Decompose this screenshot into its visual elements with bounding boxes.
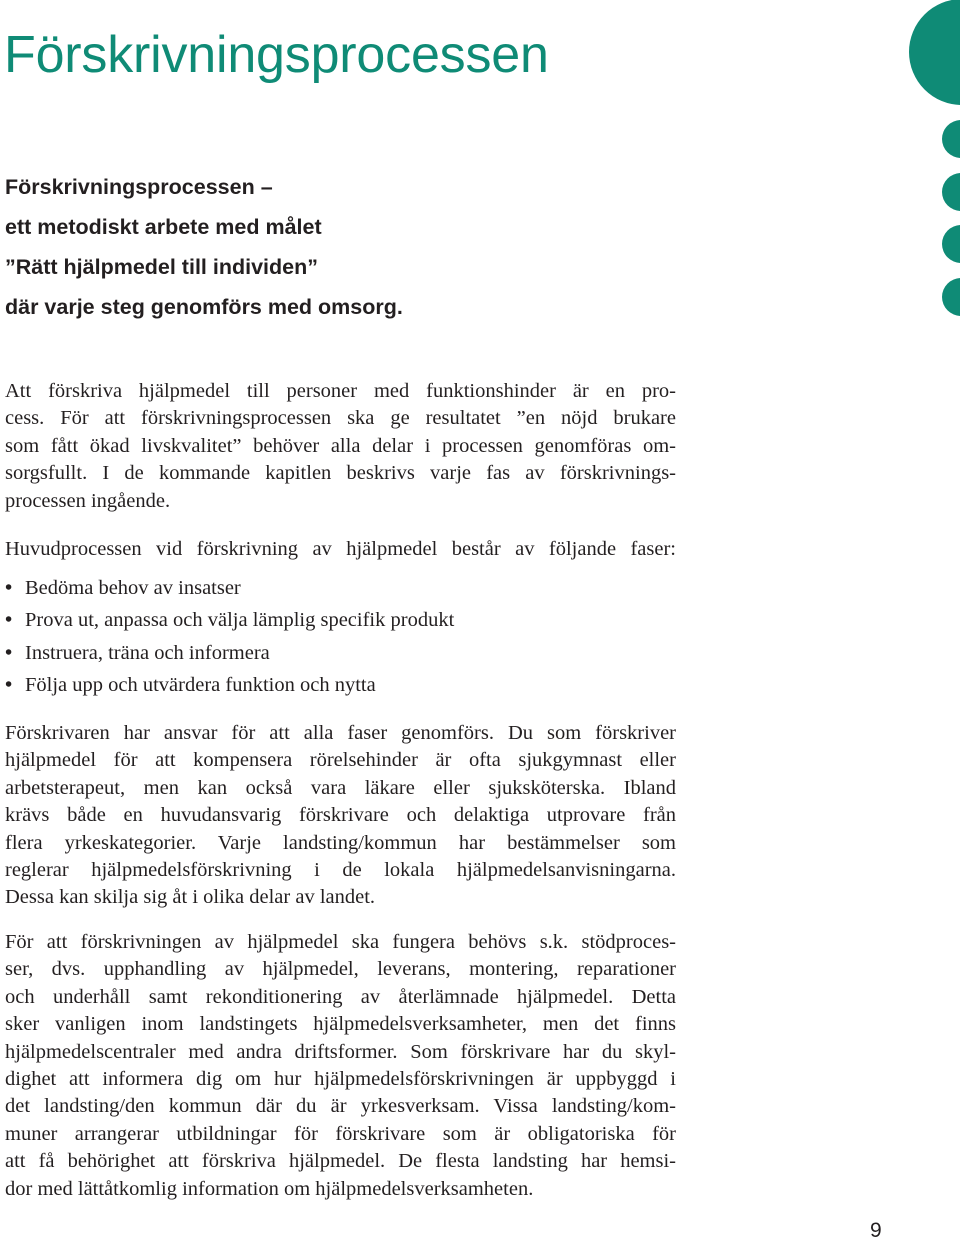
decorative-circle-small	[942, 278, 960, 316]
text-line: och underhåll samt rekonditionering av återlämnade hjälpmedel. Detta	[5, 985, 676, 1008]
text-line: ser, dvs. upphandling av hjälpmedel, leverans, montering, reparationer	[5, 958, 676, 981]
decorative-circle-small	[942, 173, 960, 211]
decorative-circle-small	[942, 225, 960, 263]
text-line: sker vanligen inom landstingets hjälpmedelsverksamheter, men det finns	[5, 1013, 676, 1036]
bullet-icon: •	[5, 674, 13, 697]
text-line: muner arrangerar utbildningar för förskrivare som är obligatoriska för	[5, 1122, 676, 1145]
text-line: Huvudprocessen vid förskrivning av hjälpmedel består av följande faser:	[5, 538, 676, 560]
phase-list-item	[5, 637, 676, 669]
text-line: hjälpmedel för att kompensera rörelsehinder är ofta sjukgymnast eller	[5, 749, 676, 772]
phase-list-item	[5, 669, 676, 701]
text-line: arbetsterapeut, men kan också vara läkare eller sjuksköterska. Ibland	[5, 776, 676, 799]
phase-list-item-text: Instruera, träna och informera	[25, 641, 270, 664]
text-line: krävs både en huvudansvarig förskrivare och delaktiga utprovare från	[5, 804, 676, 827]
text-line: För att förskrivningen av hjälpmedel ska fungera behövs s.k. stödproces-	[5, 931, 676, 953]
text-line: cess. För att förskrivningsprocessen ska ge resultatet ”en nöjd brukare	[5, 407, 676, 430]
intro-heading	[5, 167, 403, 327]
text-line: Att förskriva hjälpmedel till personer med funktionshinder är en pro-	[5, 380, 676, 402]
phase-list-item-text: Bedöma behov av insatser	[25, 577, 241, 599]
intro-heading-line: ett metodiskt arbete med målet	[5, 215, 322, 239]
text-line: dor med lättåtkomlig information om hjälpmedelsverksamheten.	[5, 1177, 534, 1200]
bullet-icon: •	[5, 609, 13, 632]
page-number: 9	[870, 1219, 882, 1241]
page-title: Förskrivningsprocessen	[4, 26, 549, 84]
bullet-icon: •	[5, 577, 13, 599]
intro-paragraph	[5, 378, 676, 515]
text-line: processen ingående.	[5, 489, 171, 512]
decorative-circle-small	[942, 120, 960, 158]
phase-list-item	[5, 604, 676, 636]
decorative-circles	[900, 0, 960, 320]
text-line: sorgsfullt. I de kommande kapitlen beskrivs varje fas av förskrivnings-	[5, 462, 676, 485]
phase-list-item-text: Prova ut, anpassa och välja lämplig specifik produkt	[25, 609, 455, 632]
phase-list-item	[5, 572, 676, 604]
decorative-circle-large	[909, 0, 960, 105]
text-line: flera yrkeskategorier. Varje landsting/kommun har bestämmelser som	[5, 831, 676, 854]
phase-list	[5, 572, 676, 702]
intro-heading-line: där varje steg genomförs med omsorg.	[5, 295, 403, 319]
bullet-icon: •	[5, 641, 13, 664]
text-line: det landsting/den kommun där du är yrkesverksam. Vissa landsting/kom-	[5, 1095, 676, 1118]
text-line: Förskrivaren har ansvar för att alla faser genomförs. Du som förskriver	[5, 722, 676, 744]
text-line: reglerar hjälpmedelsförskrivning i de lokala hjälpmedelsanvisningarna.	[5, 859, 676, 882]
intro-heading-line: ”Rätt hjälpmedel till individen”	[5, 255, 318, 279]
phases-intro	[5, 536, 676, 563]
support-paragraph	[5, 929, 676, 1203]
phase-list-item-text: Följa upp och utvärdera funktion och nytta	[25, 674, 376, 697]
intro-heading-line: Förskrivningsprocessen –	[5, 175, 273, 199]
text-line: hjälpmedelscentraler med andra driftsformer. Som förskrivare har du skyl-	[5, 1040, 676, 1063]
responsibility-paragraph	[5, 720, 676, 912]
text-line: dighet att informera dig om hur hjälpmedelsförskrivningen är uppbyggd i	[5, 1068, 676, 1091]
text-line: Dessa kan skilja sig åt i olika delar av landet.	[5, 886, 376, 909]
text-line: att få behörighet att förskriva hjälpmedel. De flesta landsting har hemsi-	[5, 1150, 676, 1173]
text-line: som fått ökad livskvalitet” behöver alla delar i processen genomföras om-	[5, 434, 676, 457]
